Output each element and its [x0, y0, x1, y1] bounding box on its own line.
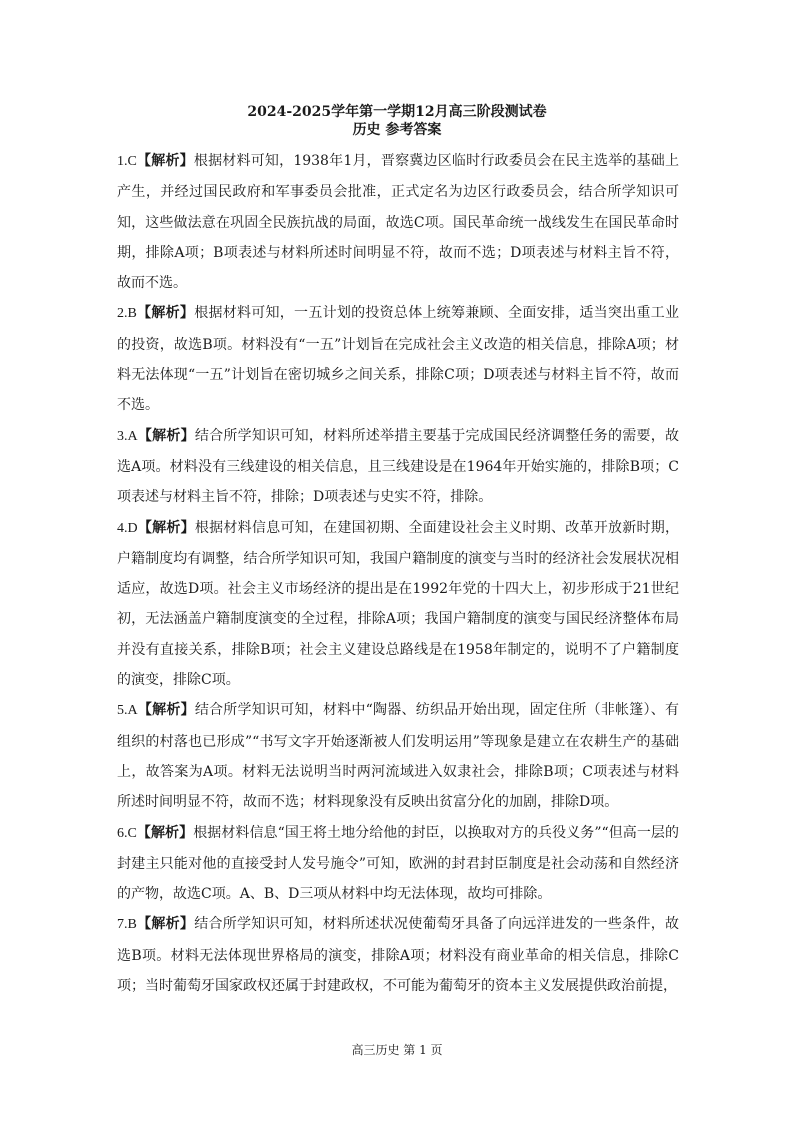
answer-number: 2.B	[117, 306, 137, 322]
answer-item-3	[117, 421, 679, 513]
answer-item-5	[117, 695, 679, 817]
document-title: 2024-2025学年第一学期12月高三阶段测试卷	[247, 104, 547, 120]
page-footer: 高三历史 第 1 页	[351, 1043, 443, 1057]
answer-text: 根据材料信息可知，在建国初期、全面建设社会主义时期、改革开放新时期，户籍制度均有调整，结合所学知识可知，我国户籍制度的演变与当时的经济社会发展状况相适应，故选D项。社会主义市场经济的提出是在1992年党的十四大上，初步形成于21世纪初，无法涵盖户籍制度演变的全过程，排除A项；我国户籍制度的演变与国民经济整体布局并没有直接关系，排除B项；社会主义建设总路线是在1958年制定的，说明不了户籍制度的演变，排除C项。	[117, 519, 679, 689]
analysis-tag: 【解析】	[137, 702, 195, 719]
analysis-tag: 【解析】	[136, 824, 194, 841]
answer-text: 根据材料可知，1938年1月，晋察冀边区临时行政委员会在民主选举的基础上产生，并经过国民政府和军事委员会批准，正式定名为边区行政委员会，结合所学知识可知，这些做法意在巩固全民族抗战的局面，故选C项。国民革命统一战线发生在国民革命时期，排除A项；B项表述与材料所述时间明显不符，故而不选；D项表述与材料主旨不符，故而不选。	[117, 153, 679, 292]
answer-number: 4.D	[117, 520, 138, 536]
answer-number: 7.B	[117, 917, 137, 933]
answer-text: 结合所学知识可知，材料中“陶器、纺织品开始出现，固定住所（非帐篷）、有组织的村落也已形成”“书写文字开始逐渐被人们发明运用”等现象是建立在农耕生产的基础上，故答案为A项。材料无法说明当时两河流域进入奴隶社会，排除B项；C项表述与材料所述时间明显不符，故而不选；材料现象没有反映出贫富分化的加剧，排除D项。	[117, 702, 680, 811]
answer-item-4	[117, 513, 679, 696]
analysis-tag: 【解析】	[137, 427, 195, 444]
analysis-tag: 【解析】	[136, 153, 194, 169]
answer-list	[117, 146, 679, 1001]
analysis-tag: 【解析】	[136, 305, 195, 322]
document-subtitle: 历史 参考答案	[352, 122, 442, 138]
answer-item-7	[117, 909, 679, 1001]
answer-item-1	[117, 146, 679, 298]
answer-text: 根据材料信息“国王将土地分给他的封臣，以换取对方的兵役义务”“但高一层的封建主只能对他的直接受封人发号施令”可知，欧洲的封君封臣制度是社会动荡和自然经济的产物，故选C项。A、B、D三项从材料中均无法体现，故均可排除。	[117, 824, 679, 903]
answer-text: 根据材料可知，一五计划的投资总体上统筹兼顾、全面安排，适当突出重工业的投资，故选B项。材料没有“一五”计划旨在完成社会主义改造的相关信息，排除A项；材料无法体现“一五”计划旨在密切城乡之间关系，排除C项；D项表述与材料主旨不符，故而不选。	[117, 305, 680, 414]
analysis-tag: 【解析】	[137, 519, 195, 536]
answer-item-6	[117, 818, 679, 910]
answer-number: 1.C	[117, 154, 137, 169]
answer-text: 结合所学知识可知，材料所述状况使葡萄牙具备了向远洋进发的一些条件，故选B项。材料无法体现世界格局的演变，排除A项；材料没有商业革命的相关信息，排除C项；当时葡萄牙国家政权还属于封建政权，不可能为葡萄牙的资本主义发展提供政治前提，	[117, 916, 680, 995]
answer-item-2	[117, 298, 679, 420]
answer-number: 5.A	[117, 703, 138, 719]
analysis-tag: 【解析】	[136, 916, 195, 933]
answer-number: 6.C	[117, 825, 137, 841]
answer-number: 3.A	[117, 428, 138, 444]
answer-text: 结合所学知识可知，材料所述举措主要基于完成国民经济调整任务的需要，故选A项。材料没有三线建设的相关信息，且三线建设是在1964年开始实施的，排除B项；C项表述与材料主旨不符，排除；D项表述与史实不符，排除。	[117, 427, 679, 506]
